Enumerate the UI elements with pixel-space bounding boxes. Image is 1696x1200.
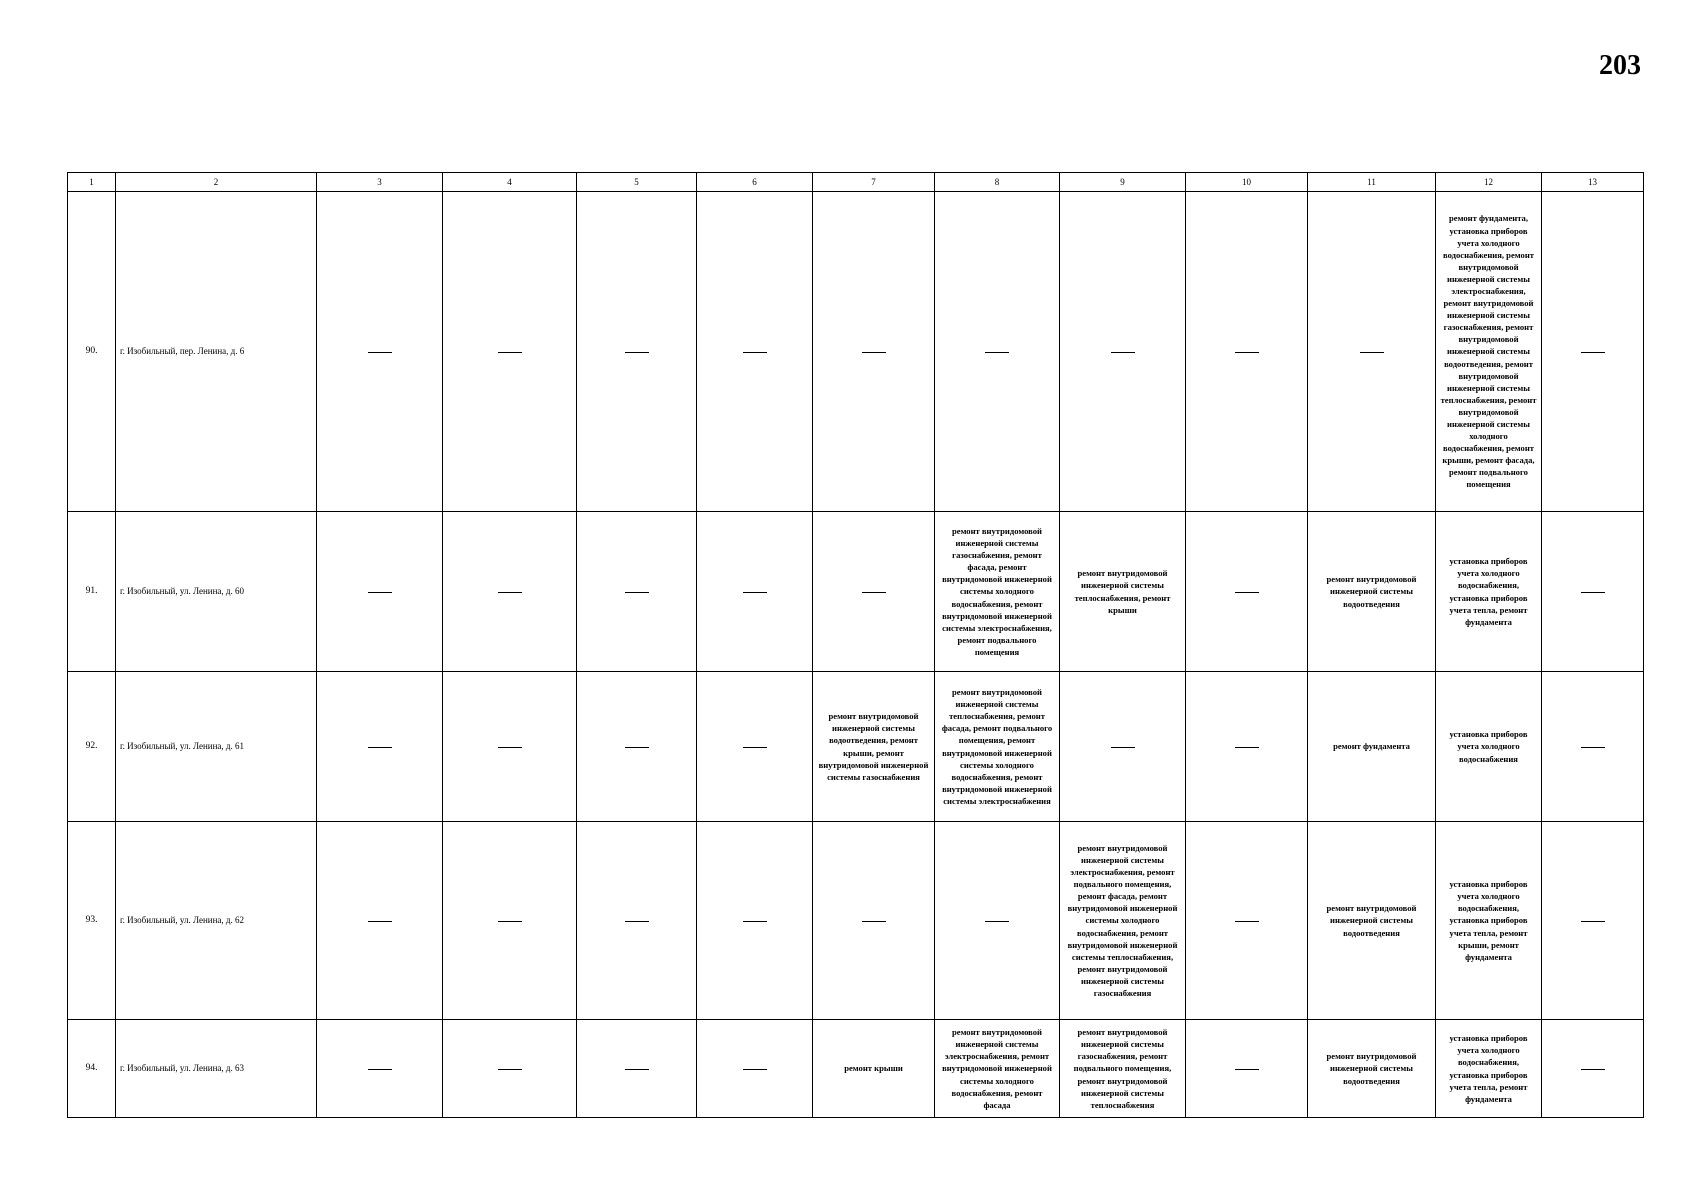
dash-cell [443,192,577,512]
page-number: 203 [1599,50,1641,81]
dash-cell [317,192,443,512]
dash-cell [577,512,697,672]
row-number: 90. [68,192,116,512]
column-header: 2 [116,173,317,192]
dash-cell [813,512,935,672]
dash-cell [697,672,813,822]
dash-cell [1542,192,1644,512]
dash-cell [697,822,813,1020]
work-cell: ремонт внутридомовой инженерной системы электроснабжения, ремонт подвального помещения, ремонт фасада, ремонт внутридомовой инженерной системы холодного водоснабжения, ремонт внутридомовой инженерной системы теплоснабжения, ремонт внутридомовой инженерной системы газоснабжения [1060,822,1186,1020]
work-cell: ремонт внутридомовой инженерной системы водоотведения [1308,1020,1436,1118]
dash-cell [1186,512,1308,672]
column-header: 1 [68,173,116,192]
work-cell: ремонт внутридомовой инженерной системы газоснабжения, ремонт фасада, ремонт внутридомовой инженерной системы холодного водоснабжения, ремонт внутридомовой инженерной системы электроснабжения, ремонт подвального помещения [935,512,1060,672]
work-cell: ремонт крыши [813,1020,935,1118]
column-header: 4 [443,173,577,192]
column-header: 3 [317,173,443,192]
row-number: 93. [68,822,116,1020]
dash-cell [1542,1020,1644,1118]
dash-cell [1186,1020,1308,1118]
dash-cell [697,1020,813,1118]
table-row [68,192,1644,512]
address-cell: г. Изобильный, ул. Ленина, д. 60 [116,512,317,672]
dash-cell [317,822,443,1020]
column-header: 7 [813,173,935,192]
row-number: 91. [68,512,116,672]
dash-cell [1186,822,1308,1020]
dash-cell [935,192,1060,512]
dash-cell [317,512,443,672]
column-header: 13 [1542,173,1644,192]
dash-cell [1542,672,1644,822]
dash-cell [443,1020,577,1118]
dash-cell [1060,672,1186,822]
column-header: 11 [1308,173,1436,192]
column-header: 12 [1436,173,1542,192]
dash-cell [813,822,935,1020]
dash-cell [1186,192,1308,512]
column-header: 8 [935,173,1060,192]
dash-cell [577,192,697,512]
work-cell: установка приборов учета холодного водоснабжения [1436,672,1542,822]
row-number: 92. [68,672,116,822]
dash-cell [577,822,697,1020]
address-cell: г. Изобильный, ул. Ленина, д. 63 [116,1020,317,1118]
dash-cell [443,512,577,672]
table-row [68,672,1644,822]
work-cell: ремонт внутридомовой инженерной системы теплоснабжения, ремонт фасада, ремонт подвального помещения, ремонт внутридомовой инженерной системы холодного водоснабжения, ремонт внутридомовой инженерной системы электроснабжения [935,672,1060,822]
work-cell: ремонт внутридомовой инженерной системы электроснабжения, ремонт внутридомовой инженерной системы холодного водоснабжения, ремонт фасада [935,1020,1060,1118]
dash-cell [577,672,697,822]
dash-cell [317,672,443,822]
work-cell: ремонт фундамента, установка приборов учета холодного водоснабжения, ремонт внутридомовой инженерной системы электроснабжения, ремонт внутридомовой инженерной системы газоснабжения, ремонт внутридомовой инженерной системы водоотведения, ремонт внутридомовой инженерной системы теплоснабжения, ремонт внутридомовой инженерной системы холодного водоснабжения, ремонт крыши, ремонт фасада, ремонт подвального помещения [1436,192,1542,512]
dash-cell [1308,192,1436,512]
work-cell: установка приборов учета холодного водоснабжения, установка приборов учета тепла, ремонт крыши, ремонт фундамента [1436,822,1542,1020]
dash-cell [1060,192,1186,512]
dash-cell [697,512,813,672]
table-row [68,822,1644,1020]
work-cell: установка приборов учета холодного водоснабжения, установка приборов учета тепла, ремонт фундамента [1436,512,1542,672]
dash-cell [443,822,577,1020]
work-cell: ремонт внутридомовой инженерной системы водоотведения [1308,512,1436,672]
work-cell: ремонт внутридомовой инженерной системы водоотведения, ремонт крыши, ремонт внутридомовой инженерной системы газоснабжения [813,672,935,822]
dash-cell [935,822,1060,1020]
column-header: 5 [577,173,697,192]
table-row [68,512,1644,672]
address-cell: г. Изобильный, ул. Ленина, д. 61 [116,672,317,822]
dash-cell [813,192,935,512]
work-cell: установка приборов учета холодного водоснабжения, установка приборов учета тепла, ремонт фундамента [1436,1020,1542,1118]
dash-cell [443,672,577,822]
column-header: 9 [1060,173,1186,192]
address-cell: г. Изобильный, ул. Ленина, д. 62 [116,822,317,1020]
work-cell: ремонт внутридомовой инженерной системы теплоснабжения, ремонт крыши [1060,512,1186,672]
work-cell: ремонт внутридомовой инженерной системы водоотведения [1308,822,1436,1020]
column-number-row [68,173,1644,192]
dash-cell [697,192,813,512]
column-header: 10 [1186,173,1308,192]
dash-cell [1542,822,1644,1020]
repair-schedule-table [67,172,1644,1118]
dash-cell [1542,512,1644,672]
dash-cell [1186,672,1308,822]
row-number: 94. [68,1020,116,1118]
dash-cell [317,1020,443,1118]
address-cell: г. Изобильный, пер. Ленина, д. 6 [116,192,317,512]
work-cell: ремонт фундамента [1308,672,1436,822]
work-cell: ремонт внутридомовой инженерной системы газоснабжения, ремонт подвального помещения, ремонт внутридомовой инженерной системы теплоснабжения [1060,1020,1186,1118]
dash-cell [577,1020,697,1118]
column-header: 6 [697,173,813,192]
table-row [68,1020,1644,1118]
